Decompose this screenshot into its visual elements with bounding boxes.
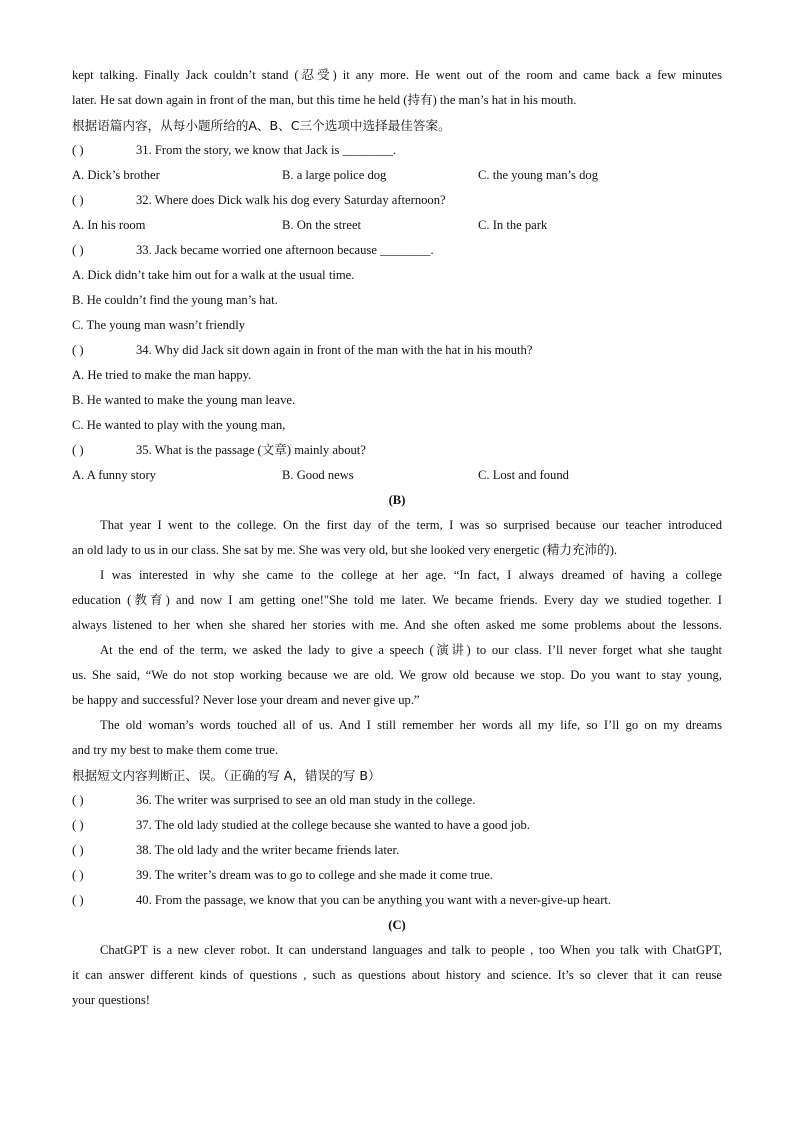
option-b: B. On the street xyxy=(282,218,362,232)
option-c: C. In the park xyxy=(478,218,548,232)
answer-blank[interactable]: ( ) xyxy=(72,143,84,157)
question-text: 35. What is the passage (文章) mainly about? xyxy=(136,443,366,457)
passage-line: kept talking. Finally Jack couldn’t stand (忍受) it any more. He went out of the room and came back a few minutes xyxy=(72,68,722,82)
section-c-heading: (C) xyxy=(388,918,406,932)
question-34 xyxy=(72,338,722,438)
answer-blank[interactable]: ( ) xyxy=(72,193,84,207)
passage-line: be happy and successful? Never lose your dream and never give up.” xyxy=(72,693,420,707)
option-b: B. He couldn’t find the young man’s hat. xyxy=(72,293,278,307)
passage-line: an old lady to us in our class. She sat by me. She was very old, but she looked very energetic (精力充沛的). xyxy=(72,543,618,557)
answer-blank[interactable]: ( ) xyxy=(72,868,84,882)
passage-line: us. She said, “We do not stop working because we are old. We grow old because we stop. Do you want to stay young, xyxy=(72,668,722,682)
option-c: C. The young man wasn’t friendly xyxy=(72,318,246,332)
question-32 xyxy=(72,188,722,238)
passage-line: I was interested in why she came to the college at her age. “In fact, I always dreamed of having a college xyxy=(100,568,722,582)
question-text: 34. Why did Jack sit down again in front of the man with the hat in his mouth? xyxy=(136,343,533,357)
question-text: 40. From the passage, we know that you can be anything you want with a never-give-up heart. xyxy=(136,893,612,907)
option-b: B. Good news xyxy=(282,468,354,482)
option-c: C. the young man’s dog xyxy=(478,168,598,182)
question-text: 31. From the story, we know that Jack is ________. xyxy=(136,143,397,157)
option-a: A. A funny story xyxy=(72,468,156,482)
passage-line: and try my best to make them come true. xyxy=(72,743,278,757)
answer-blank[interactable]: ( ) xyxy=(72,843,84,857)
true-false-questions xyxy=(72,788,722,913)
question-text: 39. The writer’s dream was to go to college and she made it come true. xyxy=(136,868,493,882)
question-text: 38. The old lady and the writer became friends later. xyxy=(136,843,400,857)
passage-line: ChatGPT is a new clever robot. It can understand languages and talk to people , too When you talk with ChatGPT, xyxy=(100,943,722,957)
passage-line: later. He sat down again in front of the man, but this time he held (持有) the man’s hat in his mouth. xyxy=(72,93,577,107)
option-c: C. Lost and found xyxy=(478,468,569,482)
option-b: B. He wanted to make the young man leave. xyxy=(72,393,296,407)
passage-line: it can answer different kinds of questions , such as questions about history and science. It’s so clever that it can reuse xyxy=(72,968,722,982)
option-b: B. a large police dog xyxy=(282,168,387,182)
question-text: 37. The old lady studied at the college because she wanted to have a good job. xyxy=(136,818,530,832)
answer-blank[interactable]: ( ) xyxy=(72,893,84,907)
options-row xyxy=(72,213,722,238)
option-a: A. He tried to make the man happy. xyxy=(72,368,252,382)
answer-blank[interactable]: ( ) xyxy=(72,793,84,807)
question-text: 36. The writer was surprised to see an old man study in the college. xyxy=(136,793,476,807)
question-38 xyxy=(72,838,722,863)
section-a-instruction: 根据语篇内容，从每小题所给的A、B、C三个选项中选择最佳答案。 xyxy=(72,118,451,133)
passage-line: The old woman’s words touched all of us. And I still remember her words all my life, so I’ll go on my dreams xyxy=(100,718,722,732)
passage-line: education (教育) and now I am getting one!"She told me later. We became friends. Every day we studied together. I xyxy=(72,593,722,607)
question-39 xyxy=(72,863,722,888)
question-36 xyxy=(72,788,722,813)
answer-blank[interactable]: ( ) xyxy=(72,243,84,257)
question-35 xyxy=(72,438,722,488)
question-33 xyxy=(72,238,722,338)
answer-blank[interactable]: ( ) xyxy=(72,818,84,832)
passage-b xyxy=(72,513,722,763)
answer-blank[interactable]: ( ) xyxy=(72,443,84,457)
passage-line: That year I went to the college. On the first day of the term, I was so surprised because our teacher introduced xyxy=(100,518,722,532)
option-a: A. Dick didn’t take him out for a walk at the usual time. xyxy=(72,268,355,282)
section-b-heading: (B) xyxy=(388,493,406,507)
passage-line: your questions! xyxy=(72,993,151,1007)
options-row xyxy=(72,463,722,488)
option-a: A. In his room xyxy=(72,218,146,232)
passage-line: always listened to her when she shared her stories with me. And she often asked me some problems about the lessons. xyxy=(72,618,722,632)
question-text: 33. Jack became worried one afternoon because ________. xyxy=(136,243,434,257)
option-c: C. He wanted to play with the young man, xyxy=(72,418,286,432)
question-37 xyxy=(72,813,722,838)
answer-blank[interactable]: ( ) xyxy=(72,343,84,357)
passage-line: At the end of the term, we asked the lady to give a speech (演讲) to our class. I’ll never forget what she taught xyxy=(100,643,722,657)
section-b-instruction: 根据短文内容判断正、误。（正确的写 A，错误的写 B） xyxy=(72,768,381,783)
options-row xyxy=(72,163,722,188)
question-40 xyxy=(72,888,722,913)
passage-c xyxy=(72,938,722,1013)
option-a: A. Dick’s brother xyxy=(72,168,160,182)
question-text: 32. Where does Dick walk his dog every Saturday afternoon? xyxy=(136,193,446,207)
passage-a-ending xyxy=(72,63,722,113)
question-31 xyxy=(72,138,722,188)
